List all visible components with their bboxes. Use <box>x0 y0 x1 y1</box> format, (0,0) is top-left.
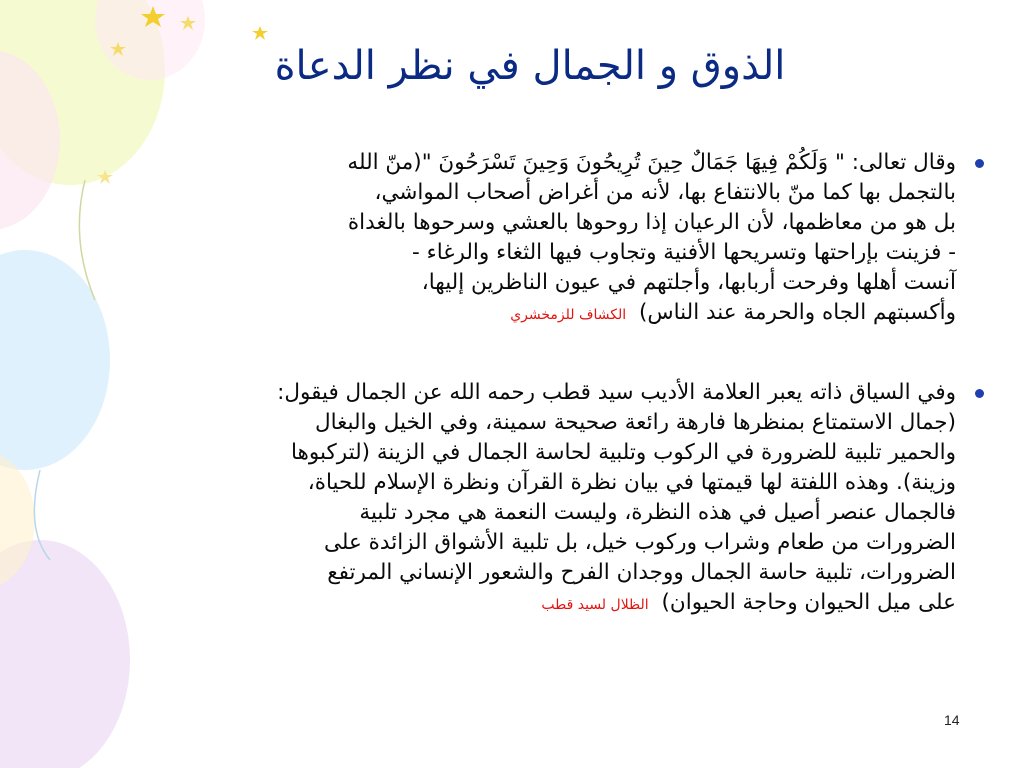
slide-title: الذوق و الجمال في نظر الدعاة <box>274 43 786 89</box>
bullet-dot-icon <box>975 389 984 398</box>
bullet-item <box>58 378 988 620</box>
bullet-line: وفي السياق ذاته يعبر العلامة الأديب سيد قطب رحمه الله عن الجمال فيقول: <box>277 380 956 405</box>
bullet-line: وقال تعالى: " وَلَكُمْ فِيهَا جَمَالٌ حِينَ تُرِيحُونَ وَحِينَ تَسْرَحُونَ "(منّ الله <box>347 150 956 175</box>
bullet-line-last <box>58 588 956 620</box>
bullet-line-text: وأكسبتهم الجاه والحرمة عند الناس) <box>638 300 956 325</box>
bullet-line: فالجمال عنصر أصيل في هذه النظرة، وليست النعمة هي مجرد تلبية <box>359 500 956 525</box>
slide-number: 14 <box>944 712 960 728</box>
bullet-item <box>58 148 988 330</box>
bullet-line: الضرورات، تلبية حاسة الجمال ووجدان الفرح والشعور الإنساني المرتفع <box>327 560 956 585</box>
bullet-dot-icon <box>975 159 984 168</box>
bullet-line-text: على ميل الحيوان وحاجة الحيوان) <box>661 590 956 615</box>
bullet-line: والحمير تلبية للضرورة في الركوب وتلبية لحاسة الجمال في الزينة (لتركبوها <box>291 440 956 465</box>
bullet-line: وزينة). وهذه اللفتة لها قيمتها في بيان نظرة القرآن ونظرة الإسلام للحياة، <box>307 470 956 495</box>
bullet-line: (جمال الاستمتاع بمنظرها فارهة رائعة صحيحة سمينة، وفي الخيل والبغال <box>314 410 956 435</box>
source-citation: الكشاف للزمخشري <box>510 307 627 323</box>
bullet-line-last <box>58 298 956 330</box>
bullet-line: - فزينت بإراحتها وتسريحها الأفنية وتجاوب فيها الثغاء والرغاء - <box>412 240 956 265</box>
bullet-line: الضرورات من طعام وشراب وركوب خيل، بل تلبية الأشواق الزائدة على <box>323 530 956 555</box>
bullet-line: آنست أهلها وفرحت أربابها، وأجلتهم في عيون الناظرين إليها، <box>421 270 956 295</box>
slide-body <box>58 148 988 620</box>
source-citation: الظلال لسيد قطب <box>541 597 649 613</box>
bullet-line: بالتجمل بها كما منّ بالانتفاع بها، لأنه من أغراض أصحاب المواشي، <box>374 180 956 205</box>
bullet-line: بل هو من معاظمها، لأن الرعيان إذا روحوها بالعشي وسرحوها بالغداة <box>347 210 956 235</box>
